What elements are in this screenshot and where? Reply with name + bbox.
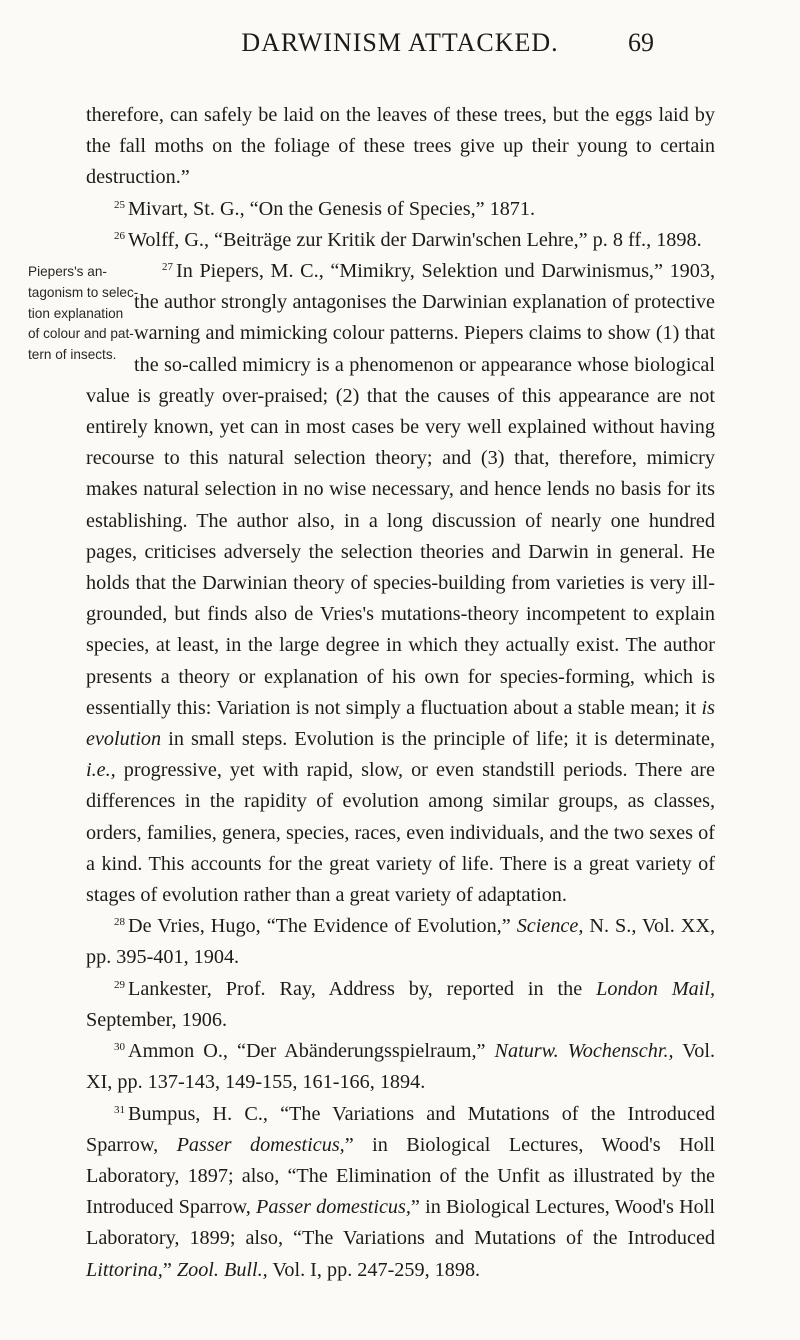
footnote-number: 30 <box>114 1041 125 1054</box>
margin-note-line: tern of insects. <box>28 347 117 363</box>
footnote-text: ” <box>162 1258 177 1281</box>
opening-paragraph: therefore, can safely be laid on the leaves of these trees, but the eggs laid by the fall moths on the foliage of these trees give up their young to certain destruction.” <box>86 104 715 189</box>
running-title: DARWINISM ATTACKED. <box>241 28 559 57</box>
footnote-text: In Piepers, M. C., “Mimikry, Selektion und Darwinismus,” 1903, the author strongly antagonises the Darwinian explanation of protective warning and mimicking colour patterns. Piepers claims to show (1) that the so-called mimicry is a phenomenon or appearance whose biological value is greatly over-praised; (2) that the causes of this appearance are not entirely known, yet can in most cases be very well explained without having recourse to this natural selection theory; and (3) that, therefore, mimicry makes natural selection in no wise necessary, and hence lends no basis for its establishing. The author also, in a long discussion of nearly one hundred pages, criticises adversely the selection theories and Darwin in general. He holds that the Darwinian theory of species-building from varieties is very ill-grounded, but finds also de Vries's mutations-theory incompetent to explain species, at least, in the large degree in which they actually exist. The author presents a theory or explanation of his own for species-forming, which is essentially this: Variation is not simply a fluctuation about a stable mean; it <box>86 260 715 719</box>
species-name: Littorina, <box>86 1258 163 1281</box>
footnote-text: Mivart, St. G., “On the Genesis of Species,” 1871. <box>128 197 536 220</box>
footnote-text: Lankester, Prof. Ray, Address by, reported in the <box>128 977 597 1000</box>
page-number: 69 <box>628 28 654 57</box>
emphasis: i.e., <box>86 759 116 782</box>
margin-note <box>0 262 139 366</box>
margin-note-line: of colour and pat- <box>28 326 134 342</box>
journal-title: Science, <box>516 915 584 938</box>
footnote-text: Wolff, G., “Beiträge zur Kritik der Darwin'schen Lehre,” p. 8 ff., 1898. <box>128 228 702 251</box>
footnote-text: Vol. I, pp. 247-259, 1898. <box>267 1258 481 1281</box>
journal-title: Naturw. Wochenschr., <box>494 1040 674 1063</box>
footnote-25 <box>86 194 715 225</box>
footnote-30 <box>86 1036 715 1098</box>
species-name: Passer domesticus, <box>256 1196 411 1219</box>
footnote-number: 25 <box>114 198 125 211</box>
species-name: Passer domesticus, <box>176 1133 345 1156</box>
footnote-text: N. S., Vol. XX, pp. 395-401, 1904. <box>86 915 715 969</box>
footnote-text: in small steps. Evolution is the principle of life; it is determinate, <box>161 728 715 751</box>
footnote-number: 28 <box>114 916 125 929</box>
page-body <box>28 100 716 1286</box>
emphasis: is evolution <box>86 696 716 751</box>
footnote-29 <box>86 974 715 1036</box>
footnote-text: Vol. XI, pp. 137-143, 149-155, 161-166, 1894. <box>86 1040 715 1094</box>
footnote-number: 31 <box>114 1103 125 1116</box>
footnote-31 <box>86 1099 715 1286</box>
margin-note-line: tagonism to selec- <box>28 284 139 300</box>
footnote-27 <box>28 256 716 911</box>
footnote-28 <box>86 911 715 973</box>
journal-title: London Mail, <box>596 977 716 1000</box>
footnote-text: ” in Biological Lectures, Wood's Holl Laboratory, 1897; also, “The Elimination of the Unfit as illustrated by the Introduced Sparrow, <box>86 1133 715 1219</box>
margin-note-line: tion explanation <box>28 305 124 321</box>
footnote-text: Ammon O., “Der Abänderungsspielraum,” <box>128 1040 495 1063</box>
footnote-text: ” in Biological Lectures, Wood's Holl Laboratory, 1899; also, “The Variations and Mutations of the Introduced <box>86 1196 715 1250</box>
footnote-number: 26 <box>114 229 125 242</box>
footnote-26 <box>86 225 715 256</box>
footnote-number: 27 <box>162 261 173 274</box>
footnote-text: September, 1906. <box>86 1008 228 1031</box>
footnote-number: 29 <box>114 978 125 991</box>
running-head <box>0 24 800 64</box>
journal-title: Zool. Bull., <box>176 1258 268 1281</box>
margin-note-line: Piepers's an- <box>28 264 107 280</box>
footnote-text: Bumpus, H. C., “The Variations and Mutations of the Introduced Sparrow, <box>86 1102 715 1156</box>
footnote-text: De Vries, Hugo, “The Evidence of Evolution,” <box>128 915 517 938</box>
footnote-text: progressive, yet with rapid, slow, or even standstill periods. There are differences in the rapidity of evolution among similar groups, as classes, orders, families, genera, species, races, even individuals, and the two sexes of a kind. This accounts for the great variety of life. There is a great variety of stages of evolution rather than a great variety of adaptation. <box>86 759 715 907</box>
